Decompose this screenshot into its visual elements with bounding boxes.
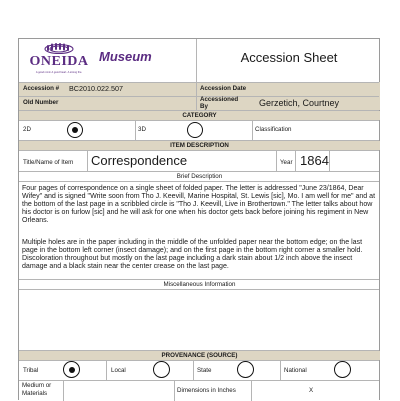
accessioned-by-label: Accessioned By <box>200 96 239 110</box>
category-3d-radio[interactable] <box>187 122 203 138</box>
museum-label: Museum <box>99 49 152 64</box>
accession-date-value[interactable] <box>259 84 379 94</box>
brief-description-label: Brief Description <box>176 173 223 180</box>
category-option-3d-label: 3D <box>138 126 146 133</box>
misc-info-value[interactable] <box>22 291 377 349</box>
provenance-option-state: State <box>197 367 212 374</box>
classification-value[interactable] <box>309 124 377 136</box>
provenance-heading: PROVENANCE (SOURCE) <box>19 351 380 360</box>
provenance-option-tribal: Tribal <box>23 367 39 374</box>
description-paragraph-2[interactable]: Multiple holes are in the paper including in the middle of the unfolded paper near the bottom edge; on the last page in the bottom left corner (insect damage); and on the first page in the bottom right corner a smaller hold. Discoloration throughout but mostly on the last page including a dark stain about 1/2 inch above the insect damage and a black stain near the center crease on the last page. <box>22 239 363 271</box>
accessioned-by-value[interactable]: Gerzetich, Courtney <box>259 98 340 108</box>
medium-materials-value[interactable] <box>67 383 171 397</box>
dimensions-label: Dimensions in Inches <box>177 387 236 394</box>
year-label: Year <box>280 159 293 166</box>
oneida-tagline: A good mind. A good heart. A strong fire. <box>35 71 83 74</box>
classification-label: Classification <box>255 126 292 133</box>
selected-dot-icon <box>69 367 75 373</box>
dimensions-separator: X <box>309 387 314 394</box>
provenance-local-radio[interactable] <box>153 361 170 378</box>
year-value[interactable]: 1864 <box>300 153 329 168</box>
accession-date-label: Accession Date <box>200 85 247 92</box>
item-description-heading: ITEM DESCRIPTION <box>19 141 380 150</box>
category-2d-radio[interactable] <box>67 122 83 138</box>
provenance-option-local: Local <box>111 367 126 374</box>
accession-sheet <box>18 38 380 400</box>
accession-number-label: Accession # <box>23 85 60 92</box>
category-option-2d-label: 2D <box>23 126 31 133</box>
item-title-value[interactable]: Correspondence <box>91 153 188 168</box>
misc-info-label: Miscellaneous Information <box>163 281 236 288</box>
category-heading: CATEGORY <box>19 111 380 120</box>
old-number-label: Old Number <box>23 99 59 106</box>
medium-materials-label: Medium or Materials <box>22 382 52 397</box>
page-title: Accession Sheet <box>240 50 338 65</box>
provenance-state-radio[interactable] <box>237 361 254 378</box>
oneida-emblem-icon <box>23 41 95 55</box>
oneida-wordmark: ONEIDA <box>29 54 89 69</box>
item-title-label: Title/Name of Item <box>23 159 74 166</box>
provenance-tribal-radio[interactable] <box>63 361 80 378</box>
selected-dot-icon <box>72 127 78 133</box>
provenance-option-national: National <box>284 367 307 374</box>
oneida-logo <box>23 41 95 81</box>
accession-number-value[interactable]: BC2010.022.507 <box>69 84 123 93</box>
old-number-value[interactable] <box>69 98 189 108</box>
description-paragraph-1[interactable]: Four pages of correspondence on a single sheet of folded paper. The letter is addressed "June 23/1864, Dear Wifey" and is signed "Write soon from Tho J. Keevill, Marine Hospital, St. Lewis [sic], Mo. I am well for me" and at the bottom of the last page in a scribbled circle is "Tho J. Keevill, Live in Brothertown." The letter talks about how his doctor is on furlow [sic] and he will ask for one when his doctor gets back before joining his regiment in New Orleans. <box>22 185 376 225</box>
provenance-national-radio[interactable] <box>334 361 351 378</box>
